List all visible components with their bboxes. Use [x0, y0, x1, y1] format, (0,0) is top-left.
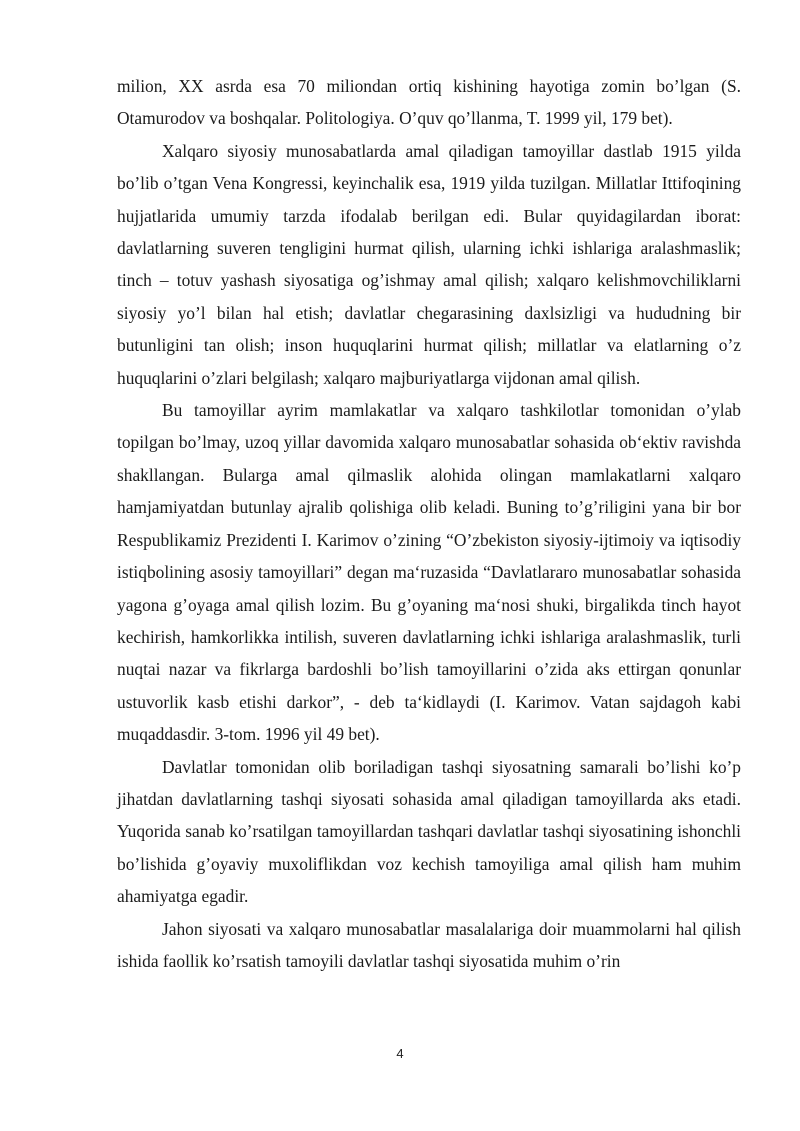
page-number: 4: [396, 1046, 404, 1061]
paragraph-continuation: milion, XX asrda esa 70 miliondan ortiq kishining hayotiga zomin bo’lgan (S. Otamurodov va boshqalar. Politologiya. O’quv qo’llanma, T. 1999 yil, 179 bet).: [117, 76, 741, 129]
paragraph-principles: Xalqaro siyosiy munosabatlarda amal qiladigan tamoyillar dastlab 1915 yilda bo’lib o’tgan Vena Kongressi, keyinchalik esa, 1919 yilda tuzilgan. Millatlar Ittifoqining hujjatlarida umumiy tarzda ifodalab berilgan edi. Bular quyidagilardan iborat: davlatlarning suveren tengligini hurmat qilish, ularning ichki ishlariga aralashmaslik; tinch – totuv yashash siyosatiga og’ishmay amal qilish; xalqaro kelishmovchiliklarni siyosiy yo’l bilan hal etish; davlatlar chegarasining daxlsizligi va hududning bir butunligini tan olish; inson huquqlarini hurmat qilish; millatlar va elatlarning o’z huquqlarini o’zlari belgilash; xalqaro majburiyatlarga vijdonan amal qilish.: [117, 140, 741, 388]
paragraph-activity-principle: Jahon siyosati va xalqaro munosabatlar masalalariga doir muammolarni hal qilish ishida faollik ko’rsatish tamoyili davlatlar tashqi siyosatida muhim o’rin: [117, 918, 741, 971]
paragraph-karimov-quote: Bu tamoyillar ayrim mamlakatlar va xalqaro tashkilotlar tomonidan o’ylab topilgan bo’lmay, uzoq yillar davomida xalqaro munosabatlar sohasida ob‘ektiv ravishda shakllangan. Bularga amal qilmaslik alohida olingan mamlakatlarni xalqaro hamjamiyatdan butunlay ajralib qolishiga olib keladi. Buning to’g’riligini yana bir bor Respublikamiz Prezidenti I. Karimov o’zining “O’zbekiston siyosiy-ijtimoiy va iqtisodiy istiqbolining asosiy tamoyillari” degan ma‘ruzasida “Davlatlararo munosabatlar sohasida yagona g’oyaga amal qilish lozim. Bu g’oyaning ma‘nosi shuki, birgalikda tinch hayot kechirish, hamkorlikka intilish, suveren davlatlarning ichki ishlariga aralashmaslik, turli nuqtai nazar va fikrlarga bardoshli bo’lish tamoyillarini o’zida aks ettirgan qonunlar ustuvorlik kasb etishi darkor”, - deb ta‘kidlaydi (I. Karimov. Vatan sajdagoh kabi muqaddasdir. 3-tom. 1996 yil 49 bet).: [117, 400, 741, 745]
body-text: [117, 70, 741, 977]
paragraph-foreign-policy: Davlatlar tomonidan olib boriladigan tashqi siyosatning samarali bo’lishi ko’p jihatdan davlatlarning tashqi siyosati sohasida amal qiladigan tamoyillarda aks etadi. Yuqorida sanab ko’rsatilgan tamoyillardan tashqari davlatlar tashqi siyosatining ishonchli bo’lishida g’oyaviy muxoliflikdan voz kechish tamoyiliga amal qilish ham muhim ahamiyatga egadir.: [117, 756, 741, 907]
